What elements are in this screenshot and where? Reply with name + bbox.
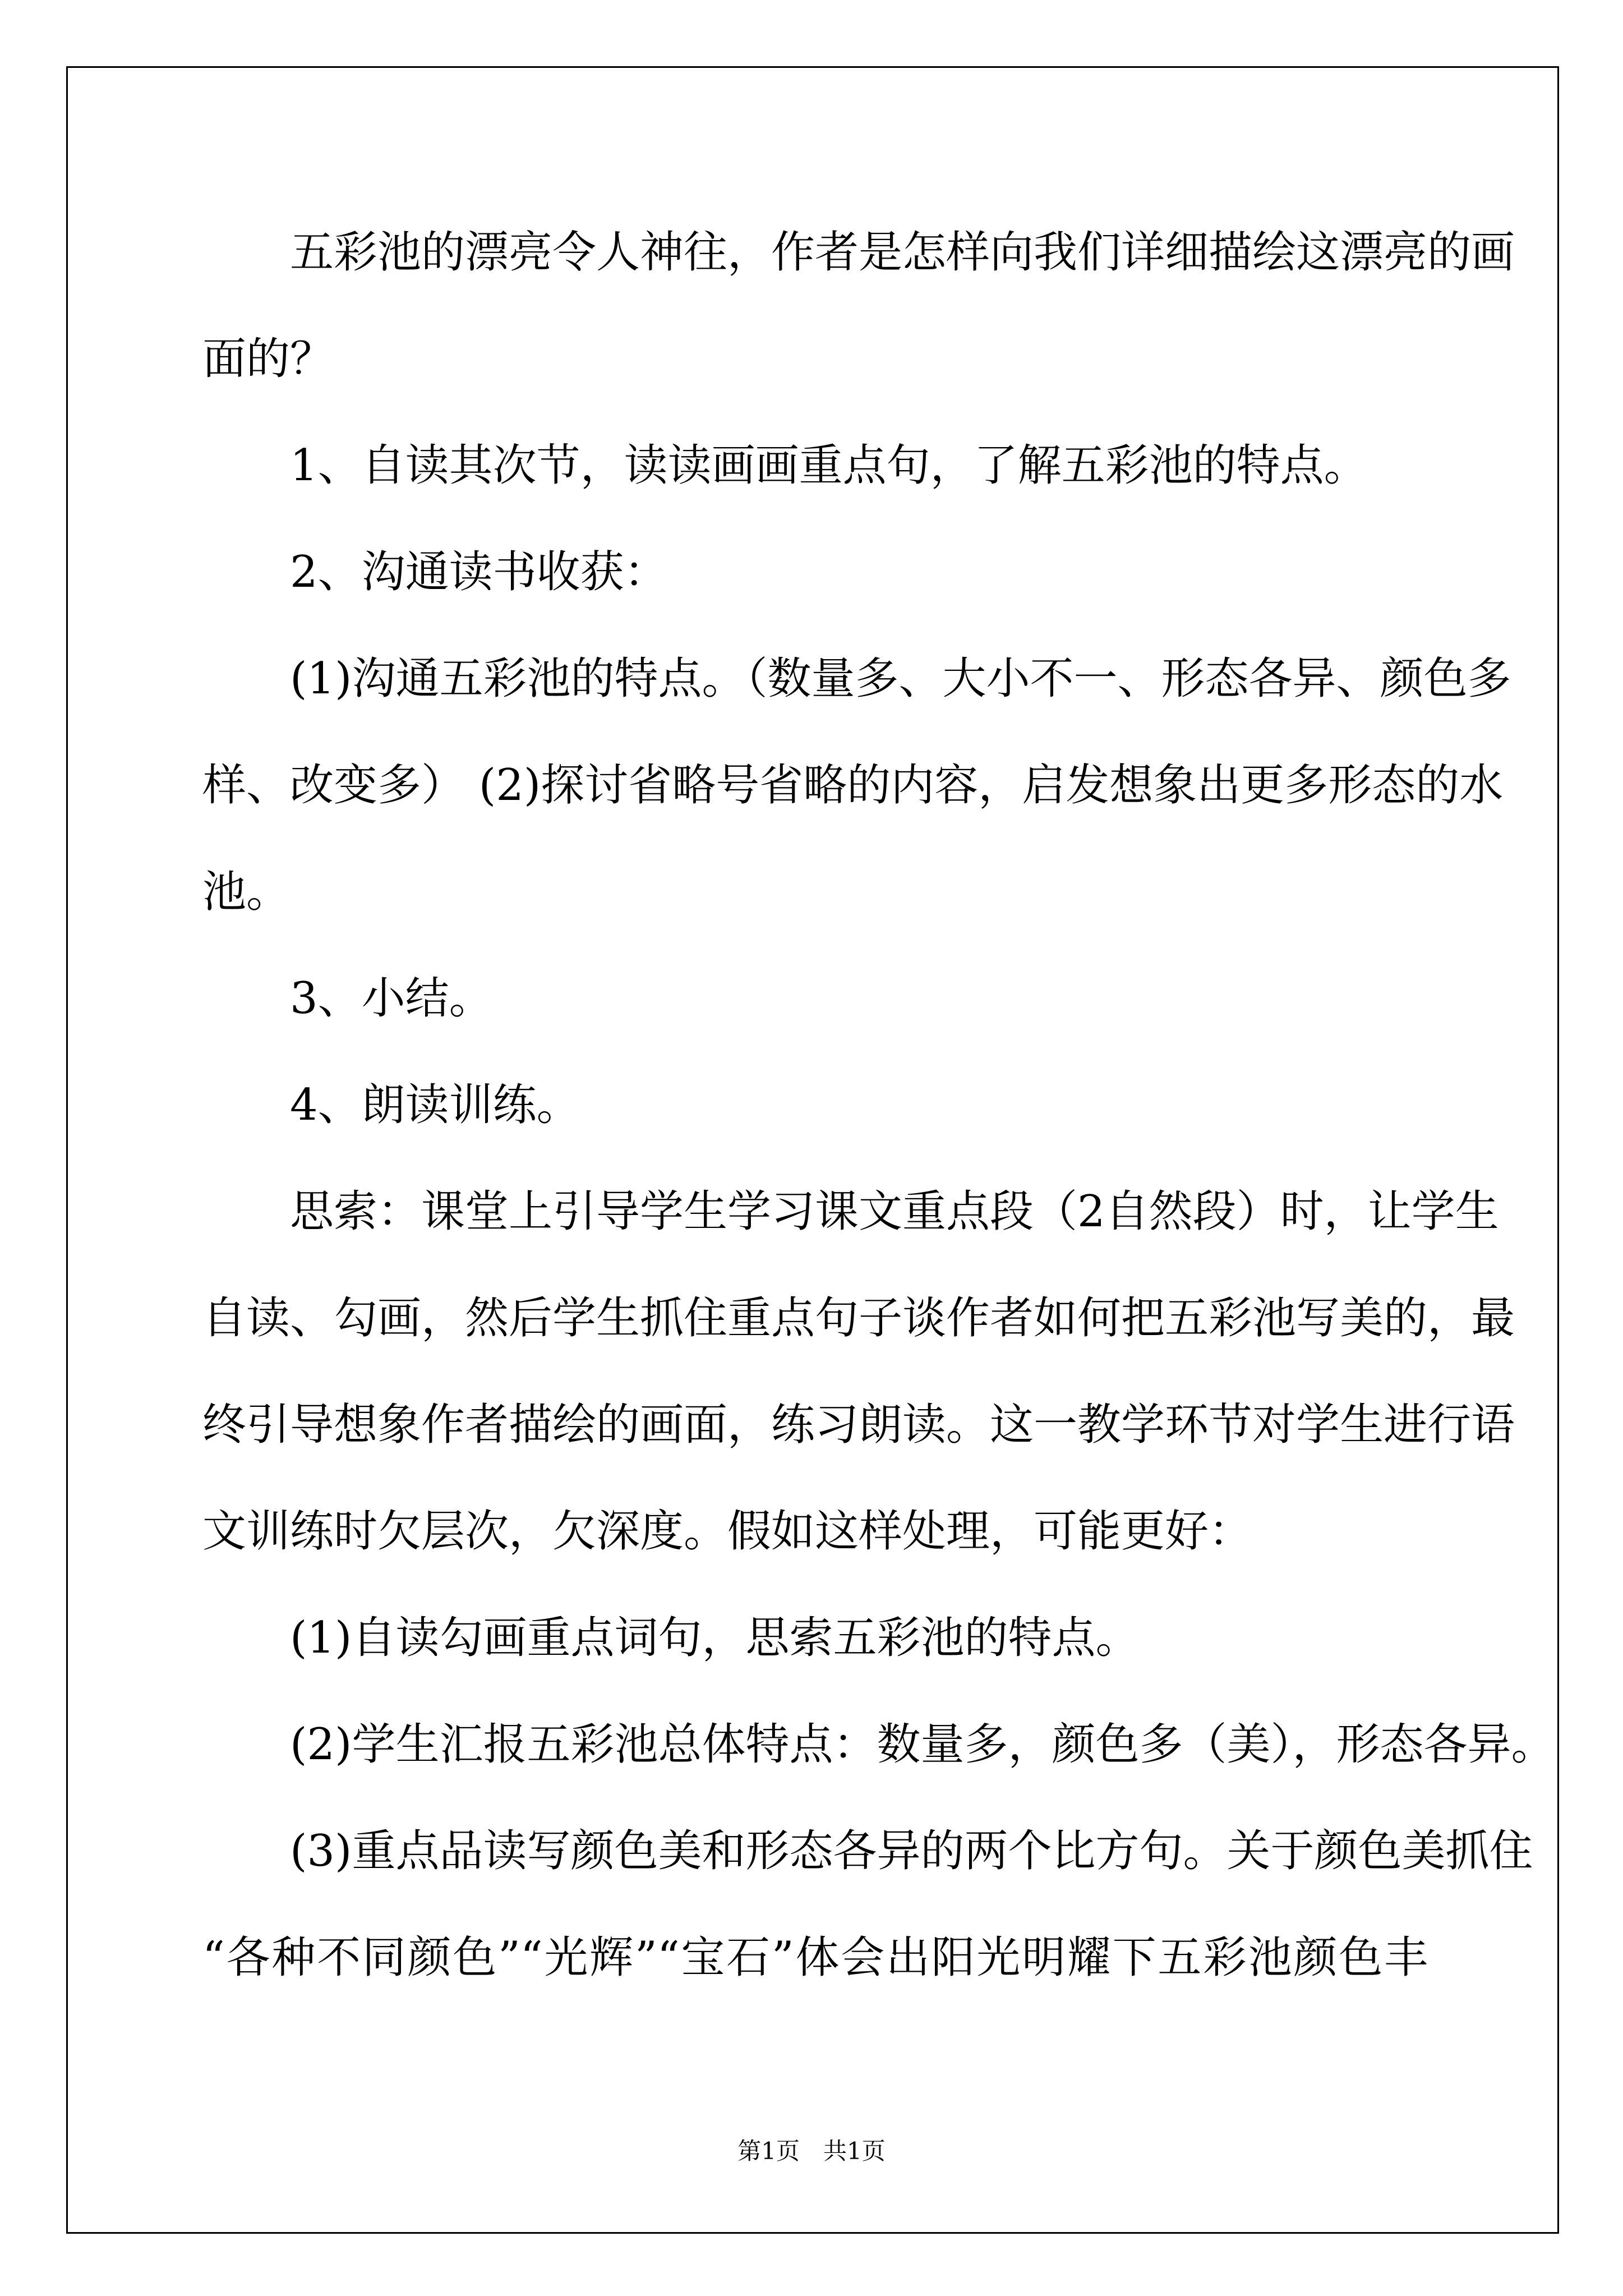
text-line: 文训练时欠层次，欠深度。假如这样处理，可能更好： xyxy=(202,1506,1253,1557)
text-line: 2、沟通读书收获： xyxy=(290,547,668,597)
document-body xyxy=(202,199,1555,2011)
text-line: 3、小结。 xyxy=(290,973,493,1024)
page-footer: 第1页 共1页 xyxy=(737,2137,886,2165)
text-line: 自读、勾画，然后学生抓住重点句子谈作者如何把五彩池写美的，最 xyxy=(202,1293,1515,1343)
text-line: (1)沟通五彩池的特点。（数量多、大小不一、形态各异、颜色多 xyxy=(290,654,1511,704)
text-line: “各种不同颜色”“光辉”“宝石”体会出阳光明耀下五彩池颜色丰 xyxy=(202,1932,1428,1983)
text-line: (3)重点品读写颜色美和形态各异的两个比方句。关于颜色美抓住 xyxy=(290,1826,1533,1876)
text-line: 池。 xyxy=(202,867,291,917)
text-line: 4、朗读训练。 xyxy=(290,1080,580,1130)
text-line: (1)自读勾画重点词句，思索五彩池的特点。 xyxy=(290,1613,1140,1663)
text-line: 终引导想象作者描绘的画面，练习朗读。这一教学环节对学生进行语 xyxy=(202,1400,1515,1450)
text-line: 五彩池的漂亮令人神往，作者是怎样向我们详细描绘这漂亮的画 xyxy=(290,227,1515,278)
text-line: 样、改变多） (2)探讨省略号省略的内容，启发想象出更多形态的水 xyxy=(202,760,1504,811)
text-line: (2)学生汇报五彩池总体特点：数量多，颜色多（美），形态各异。 xyxy=(290,1719,1555,1770)
text-line: 1、自读其次节，读读画画重点句，了解五彩池的特点。 xyxy=(290,440,1368,491)
text-line: 思索：课堂上引导学生学习课文重点段（2自然段）时，让学生 xyxy=(290,1186,1499,1237)
text-line: 面的？ xyxy=(202,334,334,384)
